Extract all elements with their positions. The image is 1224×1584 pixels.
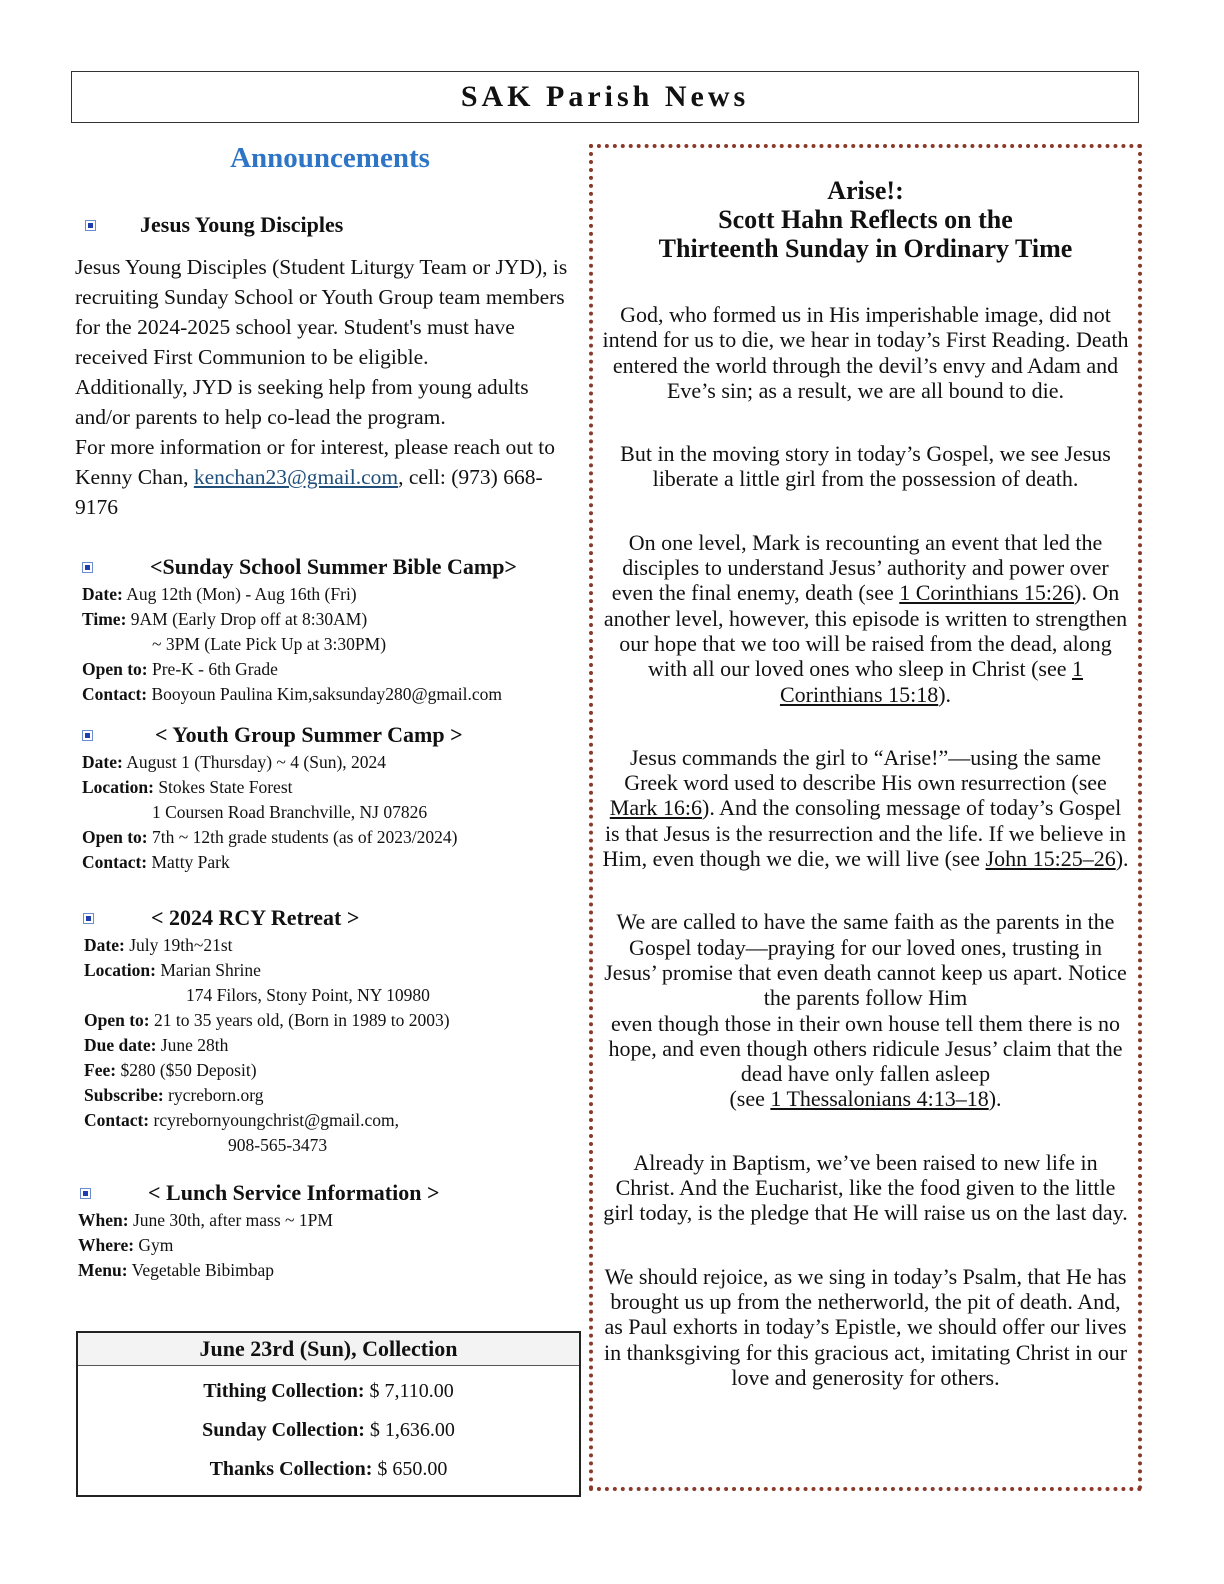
- article-title: Arise!: Scott Hahn Reflects on the Thirteenth Sunday in Ordinary Time: [658, 176, 1073, 263]
- youth-camp-open-to: Open to: 7th ~ 12th grade students (as of 2023/2024): [82, 827, 458, 847]
- retreat-due-date: Due date: June 28th: [84, 1035, 229, 1055]
- scripture-reference: 1 Thessalonians 4:13–18: [770, 1086, 989, 1112]
- newsletter-title: SAK Parish News: [460, 80, 750, 113]
- checkbox-bullet-icon: [82, 562, 93, 573]
- youth-camp-contact: Contact: Matty Park: [82, 852, 230, 872]
- retreat-fee: Fee: $280 ($50 Deposit): [84, 1060, 257, 1080]
- reflection-box: [589, 144, 1142, 1491]
- lunch-menu: Menu: Vegetable Bibimbap: [78, 1260, 275, 1280]
- article-paragraph-3: On one level, Mark is recounting an event that led the disciples to understand Jesus’ authority and power over even the final enemy, death (see 1 Corinthians 15:26). On another level, however, this episode is written to strengthen our hope that we too will be raised from the dead, along with all our loved ones who sleep in Christ (see 1 Corinthians 15:18).: [603, 529, 1128, 707]
- article-paragraph-7: We should rejoice, as we sing in today’s Psalm, that He has brought us up from the netherworld, the pit of death. And, as Paul exhorts in today’s Epistle, we should offer our lives in thanksgiving for this gracious act, imitating Christ in our love and generosity for others.: [603, 1263, 1128, 1390]
- scripture-reference: John 15:25–26: [985, 846, 1116, 872]
- youth-camp-date: Date: August 1 (Thursday) ~ 4 (Sun), 2024: [82, 752, 387, 772]
- scripture-reference: 1 Corinthians 15:18: [779, 656, 1084, 707]
- scripture-reference: Mark 16:6: [609, 795, 703, 821]
- retreat-contact: Contact: rcyrebornyoungchrist@gmail.com,: [84, 1110, 399, 1130]
- youth-camp-heading: < Youth Group Summer Camp >: [82, 722, 585, 748]
- jyd-paragraph-1: Jesus Young Disciples (Student Liturgy Team or JYD), is recruiting Sunday School or Youth Group team members for the 2024-2025 school year. Student's must have received First Communion to be eligible.: [75, 255, 568, 369]
- jyd-email-link[interactable]: kenchan23@gmail.com: [193, 465, 399, 489]
- article-paragraph-5: We are called to have the same faith as the parents in the Gospel today—praying for our loved ones, trusting in Jesus’ promise that even death cannot keep us apart. Notice the parents follow Him even though those in their own house tell them there is no hope, and even though others ridicule Jesus’ claim that the dead have only fallen asleep (see 1 Thessalonians 4:13–18).: [604, 909, 1127, 1112]
- lunch-where: Where: Gym: [78, 1235, 174, 1255]
- newsletter-header: [71, 71, 1139, 123]
- checkbox-bullet-icon: [83, 913, 94, 924]
- bible-camp-time: Time: 9AM (Early Drop off at 8:30AM): [82, 609, 368, 629]
- jyd-body: [75, 252, 585, 522]
- retreat-details: [84, 933, 585, 1158]
- article-paragraph-6: Already in Baptism, we’ve been raised to new life in Christ. And the Eucharist, like the food given to the little girl today, is the pledge that He will raise us on the last day.: [603, 1149, 1128, 1226]
- bible-camp-open-to: Open to: Pre-K - 6th Grade: [82, 659, 278, 679]
- sunday-collection: Sunday Collection: $ 1,636.00: [202, 1419, 455, 1441]
- jyd-paragraph-3: For more information or for interest, please reach out to Kenny Chan, kenchan23@gmail.com, cell: (973) 668-9176: [75, 435, 556, 519]
- retreat-subscribe: Subscribe: rycreborn.org: [84, 1085, 264, 1105]
- checkbox-bullet-icon: [80, 1188, 91, 1199]
- article-paragraph-4: Jesus commands the girl to “Arise!”—using the same Greek word used to describe His own resurrection (see Mark 16:6). And the consoling message of today’s Gospel is that Jesus is the resurrection and the life. If we believe in Him, even though we die, we will live (see John 15:25–26).: [602, 744, 1129, 872]
- retreat-heading: < 2024 RCY Retreat >: [83, 905, 585, 931]
- bible-camp-time-end: ~ 3PM (Late Pick Up at 3:30PM): [152, 634, 387, 654]
- lunch-details: [78, 1208, 585, 1283]
- thanks-collection: Thanks Collection: $ 650.00: [209, 1458, 448, 1480]
- announcements-column: [75, 130, 585, 1283]
- youth-camp-location: Location: Stokes State Forest: [82, 777, 293, 797]
- scripture-reference: 1 Corinthians 15:26: [899, 580, 1075, 606]
- youth-camp-details: [82, 750, 585, 875]
- bible-camp-date: Date: Aug 12th (Mon) - Aug 16th (Fri): [82, 584, 357, 604]
- article-paragraph-2: But in the moving story in today’s Gospel, we see Jesus liberate a little girl from the possession of death.: [620, 441, 1111, 492]
- collection-title: June 23rd (Sun), Collection: [78, 1333, 579, 1366]
- retreat-location: Location: Marian Shrine: [84, 960, 261, 980]
- collection-box: [76, 1331, 581, 1497]
- jyd-paragraph-2: Additionally, JYD is seeking help from young adults and/or parents to help co-lead the program.: [75, 375, 529, 429]
- checkbox-bullet-icon: [82, 730, 93, 741]
- bible-camp-details: [82, 582, 585, 707]
- announcements-title: Announcements: [230, 142, 430, 174]
- article-paragraph-1: God, who formed us in His imperishable image, did not intend for us to die, we hear in today’s First Reading. Death entered the world through the devil’s envy and Adam and Eve’s sin; as a result, we are all bound to die.: [602, 302, 1129, 403]
- bible-camp-contact: Contact: Booyoun Paulina Kim,saksunday280@gmail.com: [82, 684, 503, 704]
- retreat-open-to: Open to: 21 to 35 years old, (Born in 1989 to 2003): [84, 1010, 450, 1030]
- retreat-date: Date: July 19th~21st: [84, 935, 233, 955]
- bible-camp-heading: <Sunday School Summer Bible Camp>: [82, 554, 585, 580]
- retreat-address: 174 Filors, Stony Point, NY 10980: [186, 985, 430, 1005]
- youth-camp-address: 1 Coursen Road Branchville, NJ 07826: [152, 802, 428, 822]
- tithing-collection: Tithing Collection: $ 7,110.00: [203, 1380, 454, 1402]
- checkbox-bullet-icon: [85, 220, 96, 231]
- lunch-when: When: June 30th, after mass ~ 1PM: [78, 1210, 333, 1230]
- lunch-heading: < Lunch Service Information >: [80, 1180, 585, 1206]
- retreat-phone: 908-565-3473: [228, 1135, 328, 1155]
- jyd-heading: Jesus Young Disciples: [85, 212, 585, 238]
